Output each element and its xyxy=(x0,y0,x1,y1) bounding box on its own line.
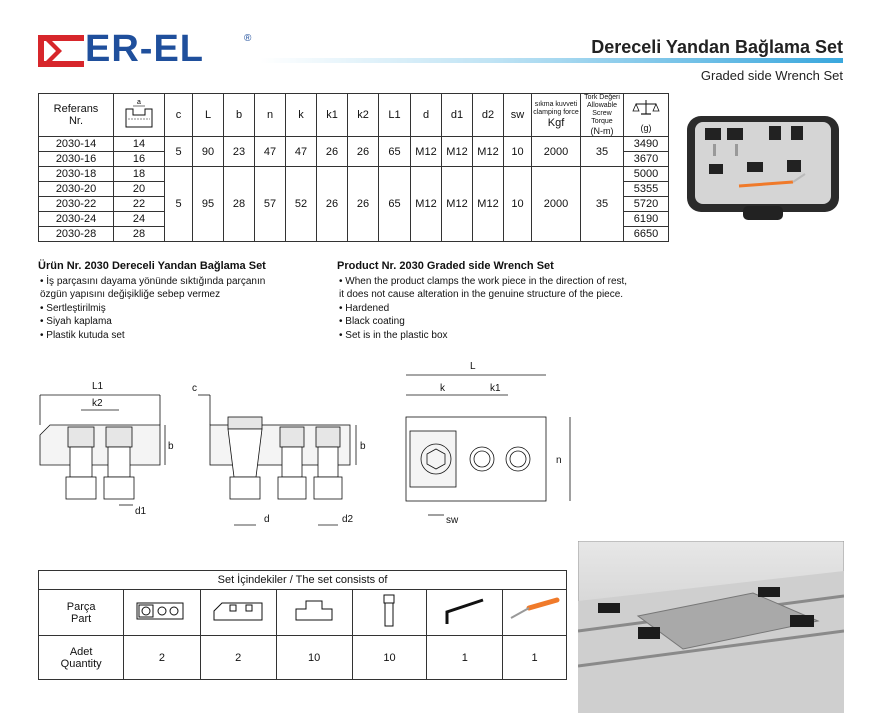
brand-name: ER-EL xyxy=(85,28,204,70)
col-d1: d1 xyxy=(442,94,473,137)
d1-cell: M12 xyxy=(442,137,473,167)
col-ref: Referans Nr. xyxy=(39,94,114,137)
ref-cell: 2030-16 xyxy=(39,152,114,167)
product-case-photo xyxy=(683,108,843,228)
spec-table xyxy=(38,93,669,242)
col-a xyxy=(114,94,165,137)
force-cell: 2000 xyxy=(532,167,581,242)
col-d2: d2 xyxy=(473,94,504,137)
col-b: b xyxy=(224,94,255,137)
list-item: • Siyah kaplama xyxy=(48,315,298,329)
wrench-body-icon xyxy=(134,598,190,624)
page-title-tr: Dereceli Yandan Bağlama Set xyxy=(591,37,843,57)
svg-text:a: a xyxy=(137,98,141,106)
weight-cell: 5355 xyxy=(624,182,669,197)
dim-L: L xyxy=(470,361,476,372)
registered-mark: ® xyxy=(244,33,252,44)
table-row xyxy=(39,137,669,152)
force-cell: 2000 xyxy=(532,137,581,167)
spanner-tool-icon xyxy=(507,596,563,626)
dim-k: k xyxy=(440,383,445,394)
list-item: • Plastik kutuda set xyxy=(48,329,298,343)
dim-b2: b xyxy=(360,441,366,452)
a-cell: 22 xyxy=(114,197,165,212)
d2-cell: M12 xyxy=(473,137,504,167)
t-nut-icon xyxy=(292,598,336,624)
c-cell: 5 xyxy=(165,167,193,242)
weight-cell: 6650 xyxy=(624,227,669,242)
list-item: it does not cause alteration in the genuine structure of the piece. xyxy=(339,289,624,300)
a-cell: 18 xyxy=(114,167,165,182)
set-contents-table xyxy=(38,570,567,680)
dim-d: d xyxy=(264,514,270,525)
L1-cell: 65 xyxy=(379,137,411,167)
weight-cell: 5000 xyxy=(624,167,669,182)
d2-cell: M12 xyxy=(473,167,504,242)
part-tnut xyxy=(276,590,352,636)
a-cell: 20 xyxy=(114,182,165,197)
d-cell: M12 xyxy=(411,137,442,167)
L-cell: 95 xyxy=(193,167,224,242)
L-cell: 90 xyxy=(193,137,224,167)
k-cell: 52 xyxy=(286,167,317,242)
k1-cell: 26 xyxy=(317,167,348,242)
k1-cell: 26 xyxy=(317,137,348,167)
dim-sw: sw xyxy=(446,515,459,526)
title-rule xyxy=(260,58,843,63)
hex-key-icon xyxy=(443,594,487,628)
dim-c: c xyxy=(192,383,197,394)
a-cell: 16 xyxy=(114,152,165,167)
scale-icon xyxy=(632,98,660,120)
jaw-icon xyxy=(210,598,266,624)
qty-cell: 2 xyxy=(124,636,200,680)
col-L: L xyxy=(193,94,224,137)
dim-n: n xyxy=(556,455,562,466)
k2-cell: 26 xyxy=(348,167,379,242)
part-tool xyxy=(503,590,567,636)
description-en xyxy=(337,260,677,342)
ref-cell: 2030-14 xyxy=(39,137,114,152)
dim-b1: b xyxy=(168,441,174,452)
part-screw xyxy=(352,590,427,636)
spec-header-row xyxy=(39,94,669,137)
dim-d2: d2 xyxy=(342,514,354,525)
part-label: Parça Part xyxy=(39,590,124,636)
set-title: Set İçindekiler / The set consists of xyxy=(39,571,567,590)
page-title-en: Graded side Wrench Set xyxy=(700,68,843,83)
ref-cell: 2030-22 xyxy=(39,197,114,212)
application-photo xyxy=(578,541,844,713)
weight-cell: 3670 xyxy=(624,152,669,167)
sw-cell: 10 xyxy=(504,137,532,167)
a-cell: 14 xyxy=(114,137,165,152)
k2-cell: 26 xyxy=(348,137,379,167)
a-cell: 24 xyxy=(114,212,165,227)
brand-logo xyxy=(38,35,84,67)
col-torque: Tork Değeri Allowable Screw Torque (N-m) xyxy=(581,94,624,137)
list-item: • İş parçasını dayama yönünde sıktığında parçanın xyxy=(48,275,298,289)
qty-cell: 10 xyxy=(276,636,352,680)
weight-cell: 5720 xyxy=(624,197,669,212)
d1-cell: M12 xyxy=(442,167,473,242)
qty-cell: 1 xyxy=(427,636,503,680)
col-weight: (g) xyxy=(624,94,669,137)
ref-cell: 2030-18 xyxy=(39,167,114,182)
part-jaw xyxy=(200,590,276,636)
col-k2: k2 xyxy=(348,94,379,137)
sw-cell: 10 xyxy=(504,167,532,242)
list-item: • Sertleştirilmiş xyxy=(48,302,298,316)
col-d: d xyxy=(411,94,442,137)
ref-cell: 2030-20 xyxy=(39,182,114,197)
screw-icon xyxy=(379,594,399,628)
list-item: • When the product clamps the work piece in the direction of rest, xyxy=(347,275,677,289)
dim-L1: L1 xyxy=(92,381,104,392)
weight-cell: 3490 xyxy=(624,137,669,152)
qty-cell: 10 xyxy=(352,636,427,680)
dim-k2: k2 xyxy=(92,398,103,409)
profile-icon xyxy=(122,97,156,131)
b-cell: 23 xyxy=(224,137,255,167)
col-c: c xyxy=(165,94,193,137)
technical-drawings xyxy=(30,355,590,535)
list-item: • Black coating xyxy=(347,315,677,329)
c-cell: 5 xyxy=(165,137,193,167)
k-cell: 47 xyxy=(286,137,317,167)
b-cell: 28 xyxy=(224,167,255,242)
description-tr-title: Ürün Nr. 2030 Dereceli Yandan Bağlama Set xyxy=(38,260,266,272)
col-k1: k1 xyxy=(317,94,348,137)
table-row xyxy=(39,167,669,182)
ref-cell: 2030-28 xyxy=(39,227,114,242)
col-sw: sw xyxy=(504,94,532,137)
col-n: n xyxy=(255,94,286,137)
part-body xyxy=(124,590,200,636)
list-item: • Hardened xyxy=(347,302,677,316)
list-item: • Set is in the plastic box xyxy=(347,329,677,343)
qty-cell: 2 xyxy=(200,636,276,680)
col-L1: L1 xyxy=(379,94,411,137)
dim-d1: d1 xyxy=(135,506,147,517)
qty-label: Adet Quantity xyxy=(39,636,124,680)
L1-cell: 65 xyxy=(379,167,411,242)
torque-cell: 35 xyxy=(581,137,624,167)
n-cell: 47 xyxy=(255,137,286,167)
col-k: k xyxy=(286,94,317,137)
qty-cell: 1 xyxy=(503,636,567,680)
list-item: özgün yapısını değişikliğe sebep vermez xyxy=(40,289,221,300)
a-cell: 28 xyxy=(114,227,165,242)
torque-cell: 35 xyxy=(581,167,624,242)
d-cell: M12 xyxy=(411,167,442,242)
description-tr xyxy=(38,260,298,342)
col-force: sıkma kuvveti clamping force Kgf xyxy=(532,94,581,137)
part-hex-key xyxy=(427,590,503,636)
ref-cell: 2030-24 xyxy=(39,212,114,227)
dim-k1: k1 xyxy=(490,383,501,394)
n-cell: 57 xyxy=(255,167,286,242)
description-en-title: Product Nr. 2030 Graded side Wrench Set xyxy=(337,260,554,272)
weight-cell: 6190 xyxy=(624,212,669,227)
